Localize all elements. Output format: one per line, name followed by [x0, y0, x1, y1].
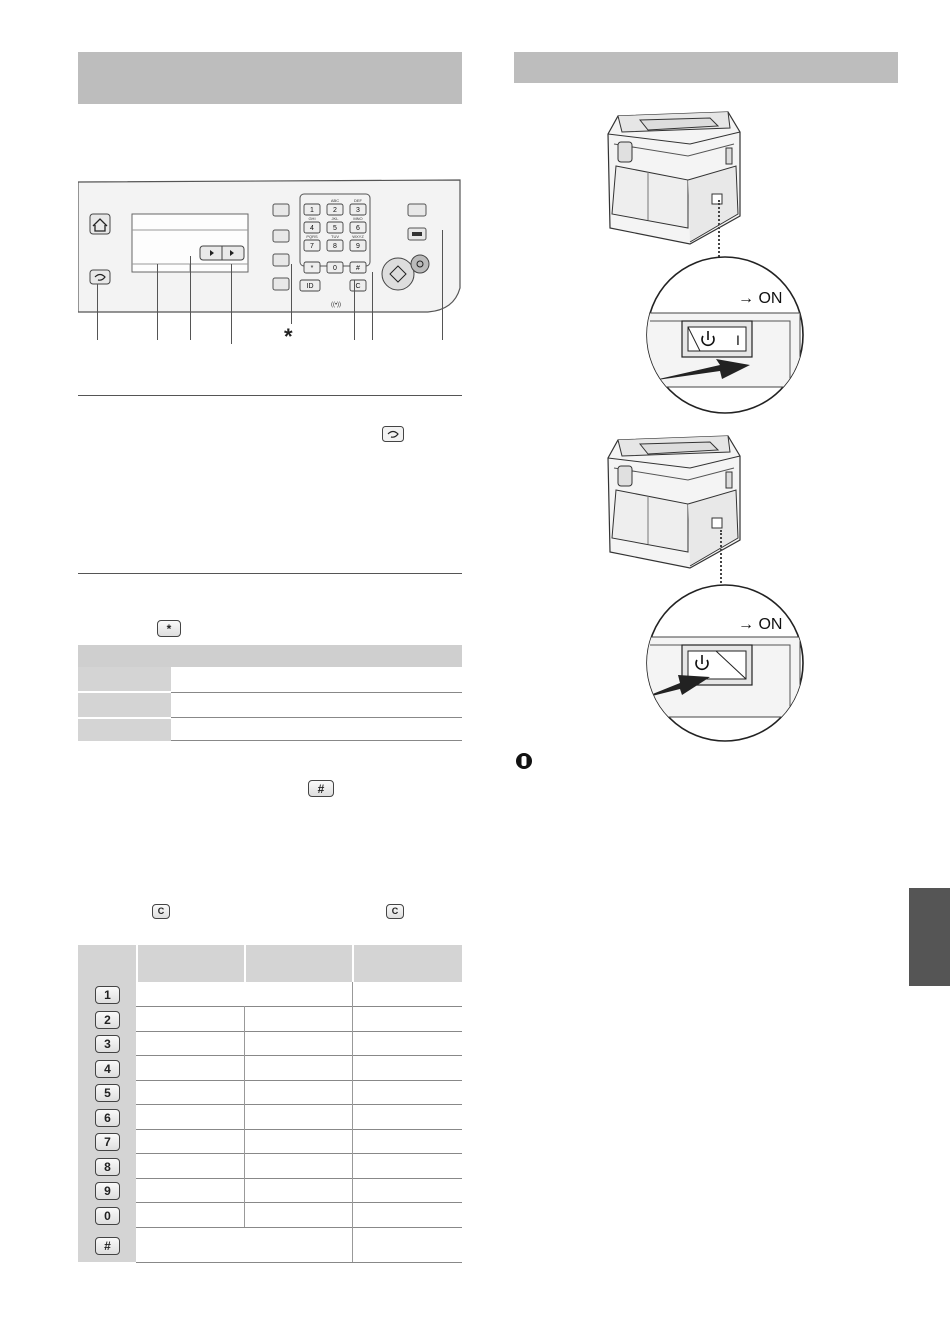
svg-text:JKL: JKL [331, 216, 339, 221]
hash-key-inline: # [308, 780, 334, 797]
svg-text:7: 7 [310, 243, 314, 250]
svg-text:TUV: TUV [331, 234, 339, 239]
table-key-hash: # [95, 1237, 120, 1255]
table-key-1: 1 [95, 986, 120, 1004]
svg-text:ABC: ABC [330, 198, 340, 203]
table-key-5: 5 [95, 1084, 120, 1102]
svg-text:5: 5 [333, 225, 337, 232]
svg-text:6: 6 [356, 225, 360, 232]
table-key-0: 0 [95, 1207, 120, 1225]
svg-text:9: 9 [356, 243, 360, 250]
switch-on-mark: I [736, 332, 740, 348]
svg-text:C: C [355, 283, 361, 290]
star-key-inline: * [157, 620, 181, 637]
svg-text:MNO: MNO [353, 216, 363, 221]
svg-text:WXYZ: WXYZ [352, 234, 364, 239]
important-icon [515, 752, 533, 770]
table-key-2: 2 [95, 1011, 120, 1029]
svg-text:3: 3 [356, 207, 360, 214]
clear-key-inline-b: C [386, 904, 404, 919]
svg-text:8: 8 [333, 243, 337, 250]
control-panel-illustration [78, 178, 462, 350]
right-section-header [514, 52, 898, 83]
left-section-header [78, 52, 462, 104]
svg-text:1: 1 [310, 207, 314, 214]
chapter-side-tab [909, 888, 950, 986]
back-key-inline [382, 426, 404, 442]
power-switch-zoom-on [640, 583, 810, 745]
svg-text:((•)): ((•)) [330, 302, 342, 308]
clear-key-inline-a: C [152, 904, 170, 919]
on-label-bottom: → ON [738, 616, 783, 633]
start-button [382, 258, 414, 290]
table-key-6: 6 [95, 1109, 120, 1127]
power-switch-zoom-off [640, 255, 810, 417]
dotted-leader-top [718, 200, 720, 260]
svg-text:DEF: DEF [354, 198, 362, 203]
svg-text:ID: ID [306, 283, 314, 290]
table-key-7: 7 [95, 1133, 120, 1151]
section-rule [78, 573, 462, 574]
dotted-leader-bottom [720, 530, 722, 590]
svg-text:2: 2 [333, 207, 337, 214]
svg-text:GHI: GHI [308, 216, 316, 221]
table-key-4: 4 [95, 1060, 120, 1078]
section-rule [78, 395, 462, 396]
table-key-3: 3 [95, 1035, 120, 1053]
callout-star: * [284, 324, 293, 349]
printer-illustration-bottom [600, 428, 750, 573]
svg-text:4: 4 [310, 225, 314, 232]
printer-illustration-top [600, 104, 750, 249]
svg-text:#: # [356, 265, 360, 272]
svg-text:PQRS: PQRS [306, 234, 318, 239]
table-key-8: 8 [95, 1158, 120, 1176]
svg-text:*: * [310, 265, 314, 272]
svg-text:0: 0 [333, 265, 337, 272]
on-label-top: → ON [738, 290, 783, 307]
back-button [90, 270, 110, 284]
table-key-9: 9 [95, 1182, 120, 1200]
stop-button [411, 255, 429, 273]
